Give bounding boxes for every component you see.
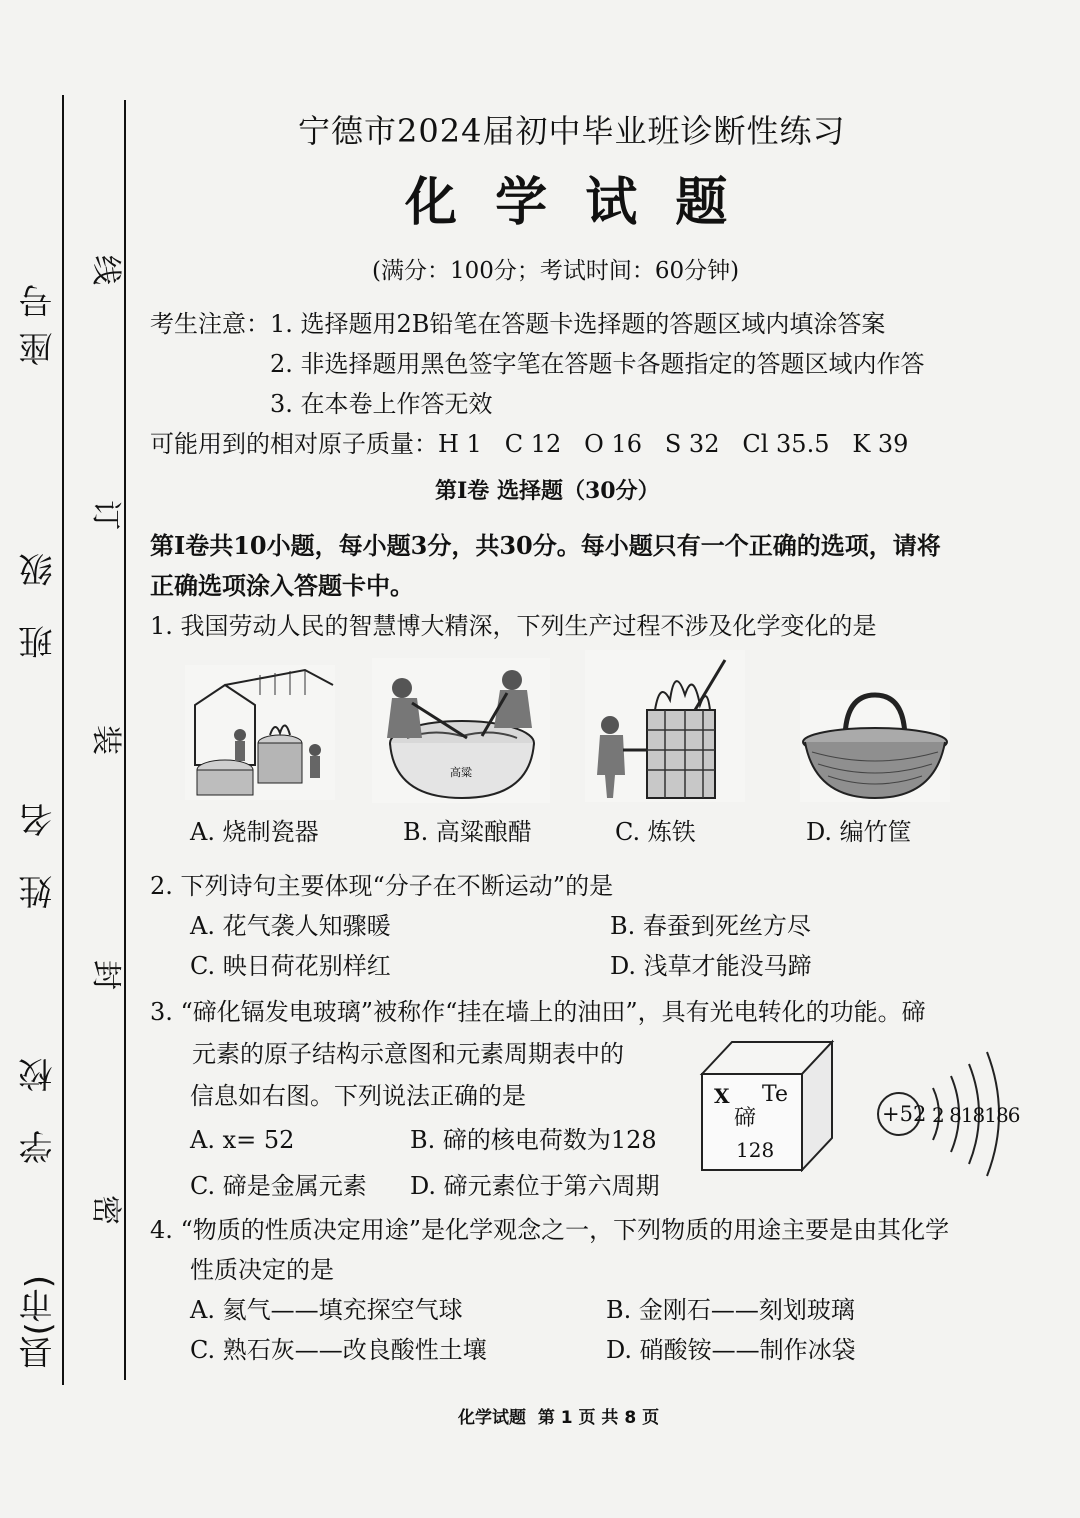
q4-stem-line-2: 性质决定的是 [190,1256,334,1284]
q4-option-a: A. 氦气——填充探空气球 [190,1296,463,1324]
q1-option-d: D. 编竹筐 [806,818,912,846]
sorghum-vinegar-illustration [372,658,550,803]
element-mass: 128 [736,1138,775,1162]
notes-label: 考生注意： [150,310,270,338]
q4-option-d: D. 硝酸铵——制作冰袋 [606,1336,856,1364]
atom-electron-shells: 2 818186 [932,1103,1020,1127]
field-county: 县(市) [19,1275,59,1370]
field-class: 班级 [19,515,59,659]
q3-option-a: A. x= 52 [190,1126,295,1154]
margin-line-right [124,100,126,1380]
q3-stem-line-1: 3. “碲化镉发电玻璃”被称作“挂在墙上的油田”，具有光电转化的功能。碲 [150,998,926,1026]
element-name: 碲 [734,1106,757,1131]
q2-option-c: C. 映日荷花别样红 [190,952,391,980]
note-item-3: 3. 在本卷上作答无效 [270,390,493,418]
seal-char-secret: 密 [88,1195,123,1225]
exam-title: 宁德市2024届初中毕业班诊断性练习 [298,112,846,150]
margin-line-left [62,95,64,1385]
q2-stem: 2. 下列诗句主要体现“分子在不断运动”的是 [150,872,614,900]
q4-stem-line-1: 4. “物质的性质决定用途”是化学观念之一，下列物质的用途主要是由其化学 [150,1216,950,1244]
q3-stem-line-3: 信息如右图。下列说法正确的是 [190,1082,526,1110]
seal-char-bind: 订 [88,500,123,530]
q1-option-c: C. 炼铁 [615,818,696,846]
atomic-masses: 可能用到的相对原子质量：H 1 C 12 O 16 S 32 Cl 35.5 K 39 [150,430,909,458]
field-name: 姓名 [19,765,59,909]
q1-stem: 1. 我国劳动人民的智慧博大精深，下列生产过程不涉及化学变化的是 [150,612,877,640]
section-instruction-2: 正确选项涂入答题卡中。 [150,571,414,600]
q3-option-b: B. 碲的核电荷数为128 [410,1126,657,1154]
note-item-1: 1. 选择题用2B铅笔在答题卡选择题的答题区域内填涂答案 [270,310,886,338]
porcelain-kiln-illustration [185,665,335,800]
sorghum-caption: 高粱 [450,766,472,779]
q1-option-a: A. 烧制瓷器 [190,818,319,846]
element-symbol: Te [762,1082,788,1107]
element-atomic-number: X [714,1084,730,1108]
subject-title: 化 学 试 题 [405,172,738,233]
q4-option-b: B. 金刚石——刻划玻璃 [606,1296,855,1324]
iron-smelting-illustration [585,650,745,802]
q4-option-c: C. 熟石灰——改良酸性土壤 [190,1336,487,1364]
atom-nucleus-charge: +52 [882,1102,927,1126]
seal-char-mount: 装 [88,725,123,755]
q2-option-b: B. 春蚕到死丝方尽 [610,912,811,940]
page-footer: 化学试题 第 1 页 共 8 页 [458,1408,660,1428]
field-seat-number: 座号 [19,270,59,366]
seal-char-seal: 封 [88,960,123,990]
section-instruction-1: 第Ⅰ卷共10小题，每小题3分，共30分。每小题只有一个正确的选项，请将 [150,531,941,560]
section-title: 第Ⅰ卷 选择题（30分） [435,478,660,504]
q2-option-a: A. 花气袭人知骤暖 [190,912,391,940]
q1-option-b: B. 高粱酿醋 [403,818,532,846]
q3-option-d: D. 碲元素位于第六周期 [410,1172,660,1200]
score-time: (满分：100分；考试时间：60分钟) [372,258,740,284]
bamboo-basket-illustration [800,690,950,802]
note-item-2: 2. 非选择题用黑色签字笔在答题卡各题指定的答题区域内作答 [270,350,925,378]
q3-stem-line-2: 元素的原子结构示意图和元素周期表中的 [192,1040,624,1068]
q3-option-c: C. 碲是金属元素 [190,1172,367,1200]
seal-char-line: 线 [88,255,123,285]
q2-option-d: D. 浅草才能没马蹄 [610,952,812,980]
field-school: 学校 [19,1020,59,1164]
